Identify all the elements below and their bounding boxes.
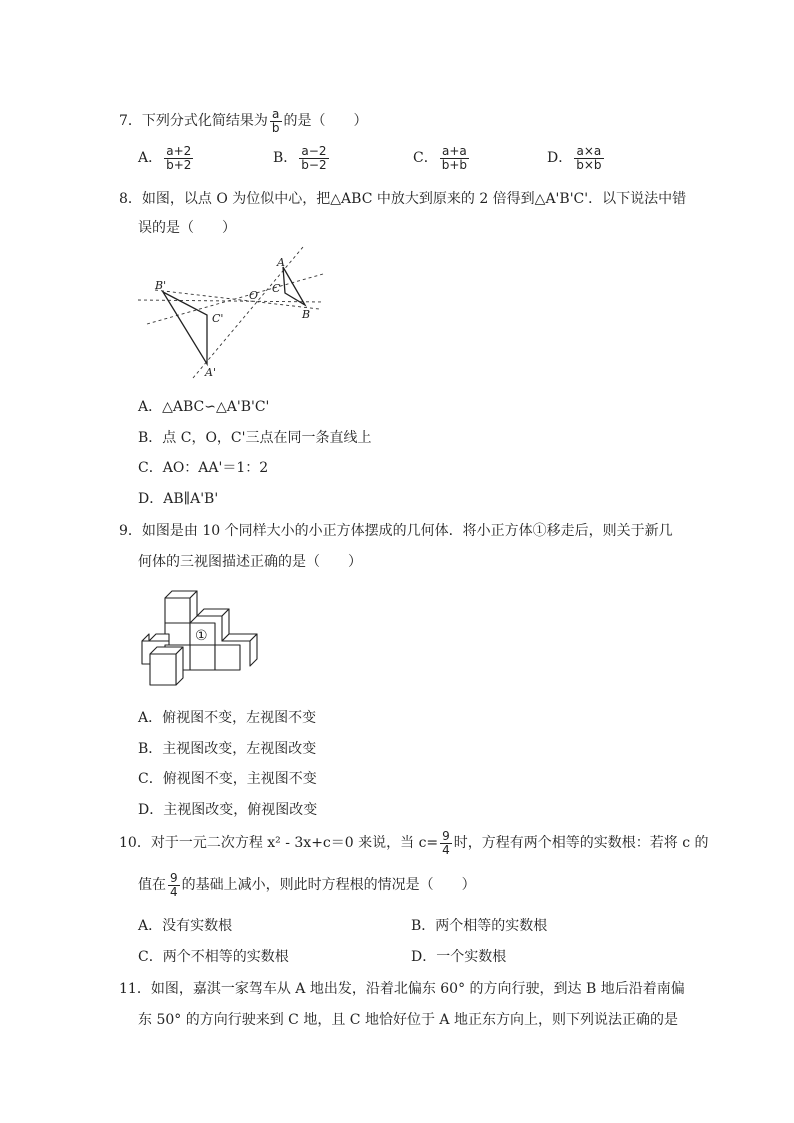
label-c: C — [272, 282, 281, 295]
q9-option-c[interactable]: C．俯视图不变，主视图不变 — [138, 771, 317, 787]
fraction-a-over-b: $\frac{a}{b}$ — [271, 107, 280, 135]
label-b-prime: B' — [155, 279, 167, 292]
label-o: O — [249, 289, 259, 302]
q7-option-b[interactable]: B． $\frac{a-2}{b-2}$ — [273, 144, 327, 172]
question-9-stem-line1: 9．如图是由 10 个同样大小的小正方体摆成的几何体．将小正方体①移走后，则关于新几 — [119, 523, 673, 539]
q10-option-a[interactable]: A．没有实数根 — [138, 918, 233, 934]
question-9-stem-line2: 何体的三视图描述正确的是（ ） — [138, 554, 362, 570]
question-8-stem-line2: 误的是（ ） — [138, 220, 236, 236]
q7-option-a[interactable]: A． $\frac{a+2}{b+2}$ — [138, 144, 192, 172]
q8-option-b[interactable]: B．点 C，O，C'三点在同一条直线上 — [138, 430, 372, 446]
label-a: A — [277, 256, 285, 269]
q8-homothety-figure — [135, 242, 325, 382]
q9-cubes-figure — [139, 588, 264, 690]
q8-option-d[interactable]: D．AB∥A'B' — [138, 491, 219, 507]
question-7-stem: 7．下列分式化简结果为 $\frac{a}{b}$ 的是（ ） — [119, 107, 368, 135]
fraction-9-over-4: $\frac{9}{4}$ — [442, 829, 450, 857]
cube-label-1: ① — [195, 628, 208, 644]
q9-option-d[interactable]: D．主视图改变，俯视图改变 — [138, 802, 318, 818]
label-c-prime: C' — [212, 312, 224, 325]
label-b: B — [302, 308, 311, 321]
q10-option-c[interactable]: C．两个不相等的实数根 — [138, 949, 289, 965]
question-10-stem-line1: 10．对于一元二次方程 x² - 3x+c＝0 来说，当 c= $\frac{9}{4}$ 时，方程有两个相等的实数根：若将 c 的 — [119, 829, 709, 857]
q9-option-b[interactable]: B．主视图改变，左视图改变 — [138, 741, 317, 757]
question-8-stem-line1: 8．如图，以点 O 为位似中心，把△ABC 中放大到原来的 2 倍得到△A'B'C'．以下说法中错 — [119, 191, 687, 207]
q10-option-b[interactable]: B．两个相等的实数根 — [411, 918, 548, 934]
q9-option-a[interactable]: A．俯视图不变，左视图不变 — [138, 710, 317, 726]
q7-option-d[interactable]: D． $\frac{a\times a}{b\times b}$ — [547, 144, 602, 172]
question-11-stem-line2: 东 50° 的方向行驶来到 C 地，且 C 地恰好位于 A 地正东方向上，则下列说法正确的是 — [138, 1012, 678, 1028]
label-a-prime: A' — [205, 366, 216, 379]
q8-option-c[interactable]: C．AO：AA'＝1：2 — [138, 460, 269, 476]
question-10-stem-line2: 值在 $\frac{9}{4}$ 的基础上减小，则此时方程根的情况是（ ） — [138, 871, 476, 899]
fraction-9-over-4: $\frac{9}{4}$ — [170, 871, 178, 899]
q10-option-d[interactable]: D．一个实数根 — [411, 949, 507, 965]
question-11-stem-line1: 11．如图，嘉淇一家驾车从 A 地出发，沿着北偏东 60° 的方向行驶，到达 B 地后沿着南偏 — [119, 981, 685, 997]
q8-option-a[interactable]: A．△ABC∽△A'B'C' — [138, 399, 270, 415]
q7-option-c[interactable]: C． $\frac{a+a}{b+b}$ — [413, 144, 468, 172]
